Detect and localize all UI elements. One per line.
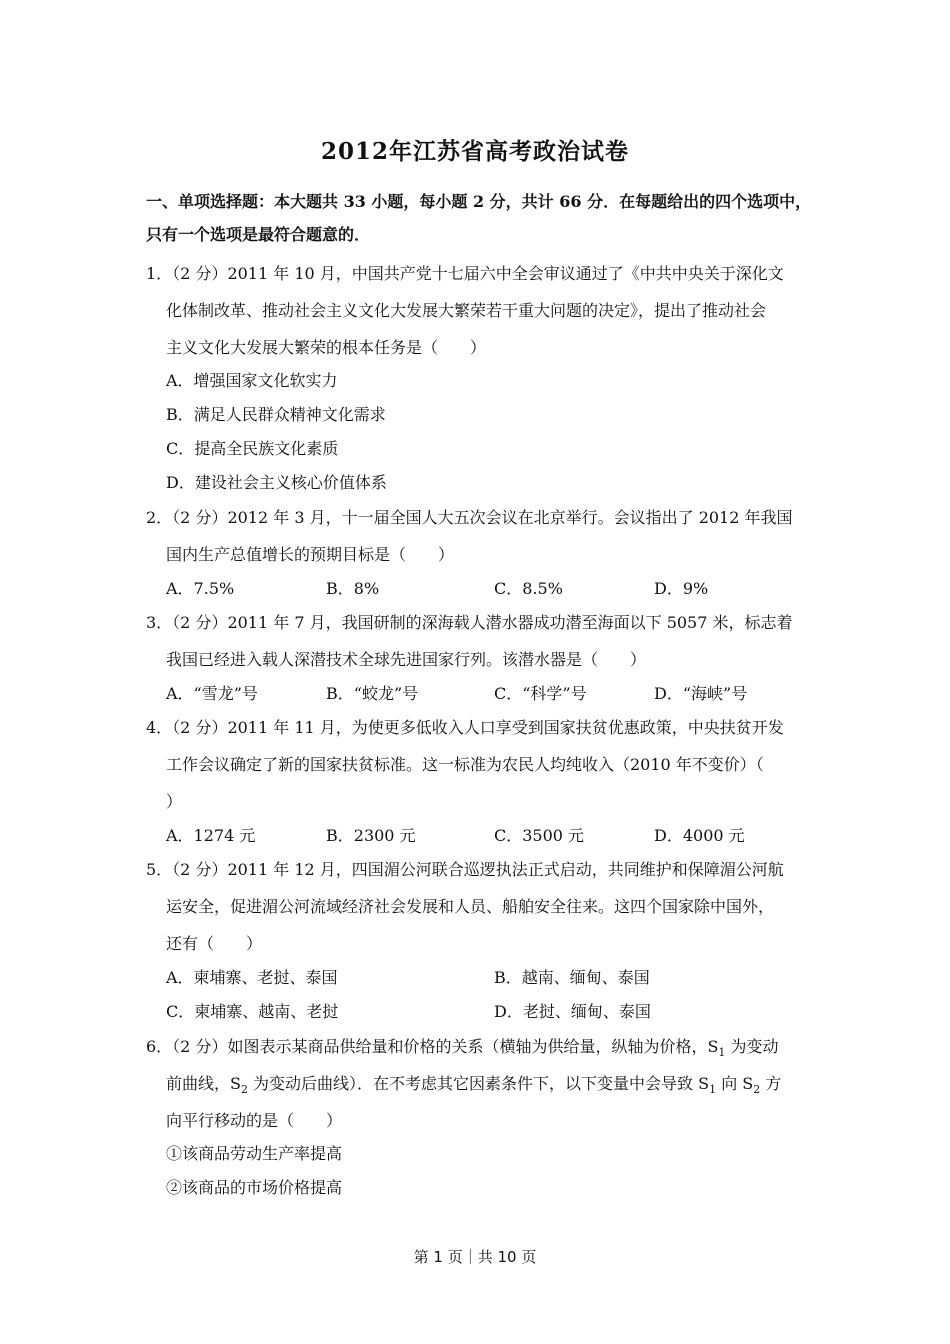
q1-option-a: A．增强国家文化软实力 bbox=[166, 371, 338, 390]
q5-option-d: D．老挝、缅甸、泰国 bbox=[494, 1002, 651, 1021]
q6-line1-subscript: 1 bbox=[718, 1046, 726, 1060]
q4-line3: ） bbox=[166, 792, 183, 811]
section-heading-line1: 一、单项选择题：本大题共 33 小题，每小题 2 分，共计 66 分．在每题给出的四个选项中， bbox=[146, 192, 812, 211]
q1-option-c: C．提高全民族文化素质 bbox=[166, 439, 339, 458]
q3-line1: 3．（2 分）2011 年 7 月，我国研制的深海载人潜水器成功潜至海面以下 5057 米，标志着 bbox=[146, 613, 793, 632]
page-footer: 第 1 页｜共 10 页 bbox=[413, 1248, 537, 1266]
q5-option-a: A．柬埔寨、老挝、泰国 bbox=[166, 968, 338, 987]
q5-line3: 还有（ ） bbox=[166, 934, 263, 953]
q2-option-c: C．8.5% bbox=[494, 579, 563, 598]
q6-line2 bbox=[166, 1071, 781, 1096]
q6-line2-text-b: 为变动后曲线）．在不考虑其它因素条件下，以下变量中会导致 S bbox=[247, 1074, 710, 1093]
q6-line2-subscript-a: 2 bbox=[240, 1083, 248, 1097]
q4-line1: 4．（2 分）2011 年 11 月，为使更多低收入人口享受到国家扶贫优惠政策，中央扶贫开发 bbox=[146, 718, 784, 737]
q5-option-b: B．越南、缅甸、泰国 bbox=[494, 968, 650, 987]
q5-option-c: C．柬埔寨、越南、老挝 bbox=[166, 1002, 339, 1021]
q6-line1 bbox=[146, 1034, 779, 1059]
q1-line3: 主义文化大发展大繁荣的根本任务是（ ） bbox=[166, 338, 487, 357]
q6-line2-text-c: 向 S bbox=[716, 1074, 754, 1093]
q3-line2: 我国已经进入载人深潜技术全球先进国家行列。该潜水器是（ ） bbox=[166, 650, 647, 669]
q6-line2-text-d: 方 bbox=[760, 1074, 782, 1093]
q6-line2-subscript-b: 1 bbox=[709, 1083, 717, 1097]
q1-line1: 1．（2 分）2011 年 10 月，中国共产党十七届六中全会审议通过了《中共中央关于深化文 bbox=[146, 264, 784, 283]
q6-line1-text: 6．（2 分）如图表示某商品供给量和价格的关系（横轴为供给量，纵轴为价格，S bbox=[146, 1037, 719, 1056]
q4-line2: 工作会议确定了新的国家扶贫标准。这一标准为农民人均纯收入（2010 年不变价）（ bbox=[166, 755, 764, 774]
q6-line2-subscript-c: 2 bbox=[753, 1083, 761, 1097]
page-title: 2012年江苏省高考政治试卷 bbox=[320, 138, 629, 165]
q2-option-b: B．8% bbox=[326, 579, 380, 598]
q1-option-d: D．建设社会主义核心价值体系 bbox=[166, 473, 387, 492]
q4-option-a: A．1274 元 bbox=[166, 826, 256, 845]
q3-option-a: A．“雪龙”号 bbox=[166, 684, 258, 703]
section-heading-line2: 只有一个选项是最符合题意的． bbox=[146, 225, 371, 244]
q2-line2: 国内生产总值增长的预期目标是（ ） bbox=[166, 545, 455, 564]
q6-statement-2: ②该商品的市场价格提高 bbox=[166, 1178, 343, 1197]
q1-option-b: B．满足人民群众精神文化需求 bbox=[166, 405, 386, 424]
q6-statement-1: ①该商品劳动生产率提高 bbox=[166, 1144, 343, 1163]
q4-option-d: D．4000 元 bbox=[654, 826, 745, 845]
q4-option-c: C．3500 元 bbox=[494, 826, 585, 845]
q1-line2: 化体制改革、推动社会主义文化大发展大繁荣若干重大问题的决定》，提出了推动社会 bbox=[166, 301, 767, 320]
q3-option-d: D．“海峡”号 bbox=[654, 684, 748, 703]
q2-option-d: D．9% bbox=[654, 579, 709, 598]
q5-line1: 5．（2 分）2011 年 12 月，四国湄公河联合巡逻执法正式启动，共同维护和保障湄公河航 bbox=[146, 860, 784, 879]
q6-line2-text-a: 前曲线，S bbox=[166, 1074, 241, 1093]
q5-line2: 运安全，促进湄公河流域经济社会发展和人员、船舶安全往来。这四个国家除中国外， bbox=[166, 897, 775, 916]
q2-line1: 2．（2 分）2012 年 3 月，十一届全国人大五次会议在北京举行。会议指出了 2012 年我国 bbox=[146, 508, 793, 527]
q6-line3: 向平行移动的是（ ） bbox=[166, 1111, 343, 1130]
q3-option-c: C．“科学”号 bbox=[494, 684, 587, 703]
q2-option-a: A．7.5% bbox=[166, 579, 235, 598]
q4-option-b: B．2300 元 bbox=[326, 826, 416, 845]
q6-line1-tail: 为变动 bbox=[725, 1037, 779, 1056]
q3-option-b: B．“蛟龙”号 bbox=[326, 684, 419, 703]
